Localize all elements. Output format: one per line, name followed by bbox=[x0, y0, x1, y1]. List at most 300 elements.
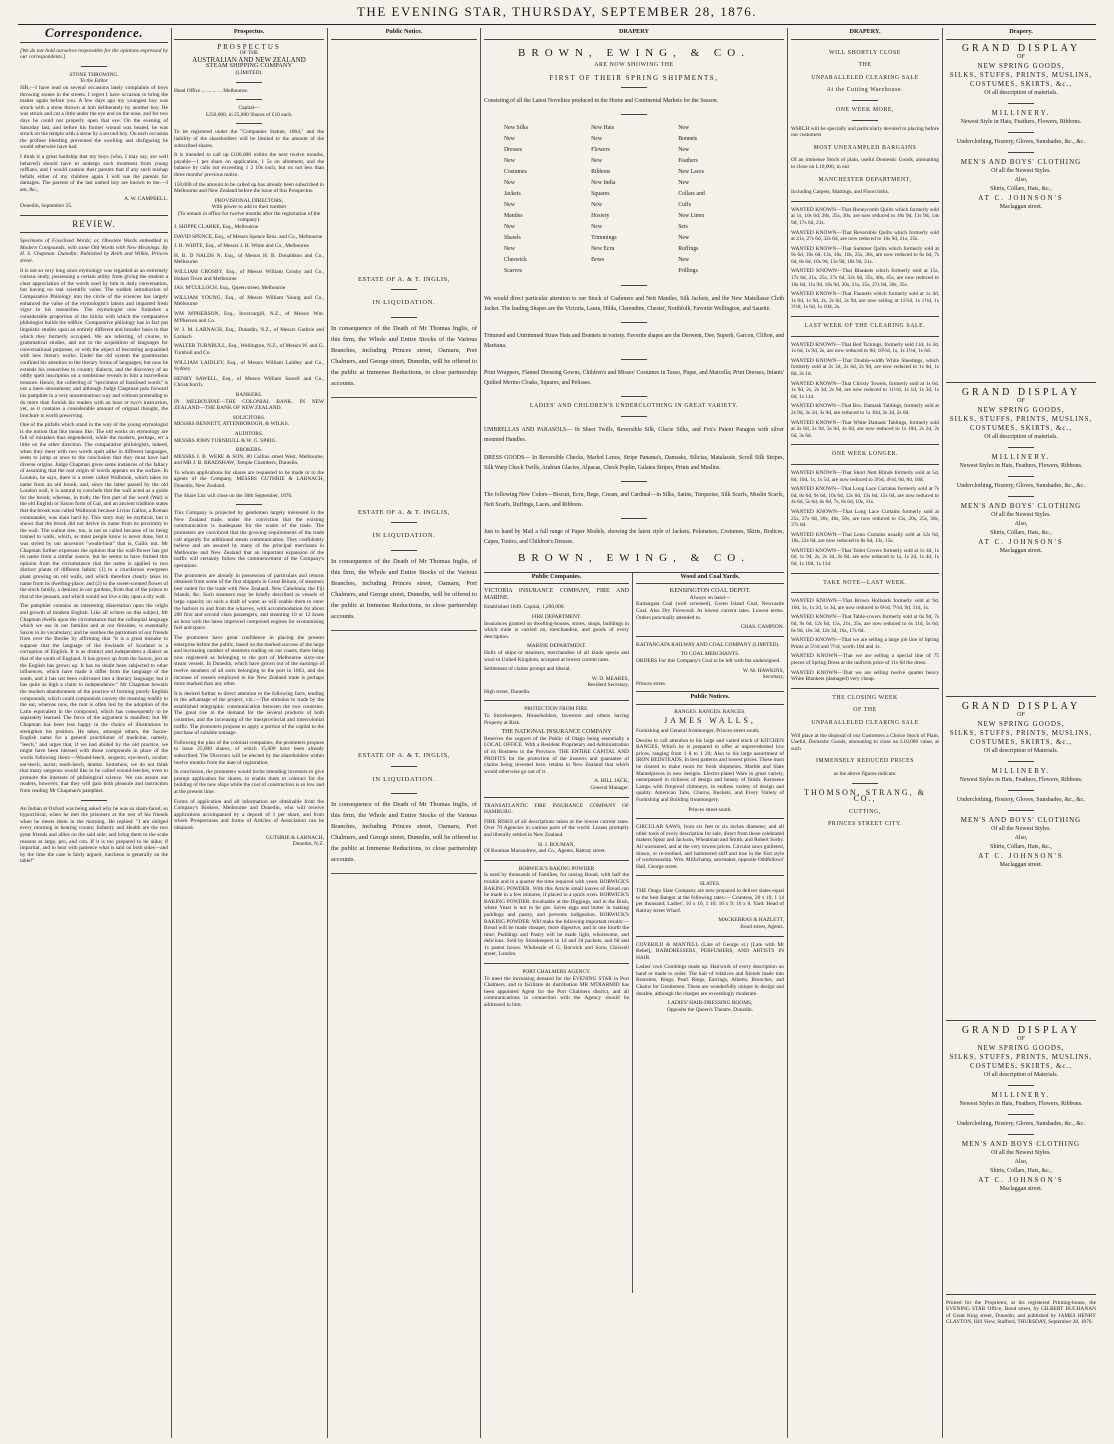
divider bbox=[791, 688, 939, 689]
kaitangata-title: KAITANGATA RAILWAY AND COAL COMPANY (LIMITED). bbox=[636, 641, 780, 648]
items-column bbox=[504, 123, 590, 277]
transatlantic-body: FIRE RISKS of all descriptions taken at the lowest current rates. Over 70 Agencies in various parts of the world. Losses promptly and liberally settled in New Zealand. bbox=[484, 818, 629, 838]
director: JAS. M'CULLOCH, Esq., Queen street, Melbourne bbox=[174, 285, 286, 292]
wanted-known: WANTED KNOWN—That Long Lace Curtains formerly sold at 7s 6d, 8s 6d, 9s 6d, 10s 6d, 12s 6d, 13s 6d, 15s 6d, are now reduced to 4s 6d, 5s 6d, 6s 6d, 7s, 8s 6d, 10s, 11s. bbox=[791, 486, 939, 506]
kaitangata-sign: W. M. HAWKINS, bbox=[742, 667, 784, 674]
prospectus-header: Prospectus. bbox=[174, 28, 324, 40]
item: New Trimmings bbox=[591, 224, 617, 242]
prospectus-body: In conclusion, the promoters would invite intending investors to give prompt application for shares, to enable them to contract for the building of the new ships while the cost of construction is so low and at the present time. bbox=[174, 769, 324, 795]
maclaggan: Maclaggan street. bbox=[999, 1185, 1043, 1192]
firm-name: THOMSON, STRANG, & CO., bbox=[804, 787, 926, 804]
item: New India Squares bbox=[591, 180, 616, 198]
divider bbox=[621, 481, 647, 482]
item: New Silks bbox=[504, 125, 528, 132]
coal-merchants: TO COAL MERCHANTS. bbox=[680, 651, 740, 658]
the: THE bbox=[858, 62, 872, 69]
mens-clothing: MEN'S AND BOYS' CLOTHING bbox=[960, 815, 1082, 824]
agent-role: Resident Secretary, bbox=[587, 682, 629, 689]
divider bbox=[484, 860, 629, 861]
johnson: AT C. JOHNSON'S bbox=[978, 851, 1064, 860]
firm-cutting: CUTTING, bbox=[849, 808, 881, 815]
millinery: MILLINERY. bbox=[991, 452, 1051, 461]
review-heading: REVIEW. bbox=[72, 218, 116, 229]
prospectus-paragraph: 150,000 of the amount to be called up has already been subscribed in Melbourne and New Zealand before the issue of this Prospectus. bbox=[174, 181, 324, 195]
reduced-prices: IMMENSELY REDUCED PRICES bbox=[816, 758, 914, 765]
disclaimer: [We do not hold ourselves responsible for the opinions expressed by our correspondents.] bbox=[20, 47, 168, 61]
slates-body: THE Otago Slate Company are now prepared to deliver slates equal to the best Bangor at the following rates:— Countess, 20 x 10, 1 14 per thousand; Ladies', 16 x 10, 1 10; 16 x 9; 16 x 8. Yard: Head of Rattray street Wharf. bbox=[636, 887, 784, 914]
new-items-list bbox=[504, 123, 764, 277]
director: WALTER TURNBULL, Esq., Wellington, N.Z., of Messrs W. and G. Turnbull and Co. bbox=[174, 343, 324, 356]
agent-name: A. HILL JACK, bbox=[594, 778, 629, 785]
wanted-known: WANTED KNOWN—That Double-width White Sheetings, which formerly sold at 2s 3d, 2s 6d, 2s 9d, are now reduced to 1s 6d, 1s 8d, 2s 1d. bbox=[791, 357, 939, 377]
which-para: WHICH will be specially and particularly devoted to placing before our customers bbox=[791, 125, 939, 139]
divider bbox=[81, 66, 107, 67]
capital: £250,000, in 25,000 Shares of £10 each. bbox=[205, 111, 293, 118]
divider bbox=[1008, 496, 1034, 497]
kaitangata-role: Secretary, bbox=[762, 674, 784, 681]
divider bbox=[791, 201, 939, 202]
of: OF bbox=[1017, 711, 1025, 718]
divider bbox=[236, 504, 262, 505]
divider bbox=[236, 123, 262, 124]
prospectus-title: (LIMITED). bbox=[235, 69, 263, 76]
review-intro: Specimens of Fossilised Words; or, Obsolete Words embedded in Modern Compounds, with some Old Words with New Meanings. By H. S. Chapman. Dunedin: Published by Reith and Wilkie, Princes street. bbox=[20, 238, 168, 265]
item: New Costumes bbox=[504, 158, 527, 176]
divider bbox=[621, 416, 647, 417]
head-office: Head Office ... ... ... ... Melbourne. bbox=[174, 87, 249, 94]
divider bbox=[852, 783, 878, 784]
divider bbox=[946, 1294, 1096, 1295]
mens-clothing: MEN'S AND BOYS CLOTHING bbox=[961, 1139, 1081, 1148]
divider bbox=[1008, 132, 1034, 133]
divider bbox=[391, 550, 417, 551]
also: Also, bbox=[1014, 1158, 1028, 1165]
divider bbox=[636, 936, 784, 937]
prospectus-signature: GUTHRIE & LARNACH, bbox=[266, 834, 324, 841]
also: Also, bbox=[1014, 834, 1028, 841]
grand-display: GRAND DISPLAY bbox=[961, 1024, 1081, 1036]
estate-title: ESTATE OF A. & T. INGLIS, bbox=[357, 508, 450, 516]
column-rule bbox=[171, 28, 172, 1438]
prospectus-paragraph: To be registered under the "Companies Statute, 1864," and the liability of the shareholders will be limited to the amount of the subscribed shares. bbox=[174, 129, 324, 149]
of: OF bbox=[1017, 1035, 1025, 1042]
drapery-header: DRAPERY bbox=[484, 28, 784, 40]
manchester-dept: MANCHESTER DEPARTMENT, bbox=[818, 176, 912, 183]
lower-subcolumns bbox=[484, 572, 784, 1293]
wanted-known: WANTED KNOWN—That Short Nett Blinds formerly sold at 5d, 8d, 10d, 1s, 1s 5d, are now reduced to 3½d, 4½d, 6d, 8d, 10d. bbox=[791, 469, 939, 483]
directors-sub: With power to add to their number bbox=[211, 204, 287, 211]
protection-sub: To Storekeepers, Householders, Investors and others having Property at Risk. bbox=[484, 713, 629, 726]
divider bbox=[1008, 790, 1034, 791]
johnson: AT C. JOHNSON'S bbox=[978, 193, 1064, 202]
prospectus-title: OF THE bbox=[239, 50, 259, 57]
divider bbox=[852, 100, 878, 101]
shirts: Shirts, Collars, Hats, &c., bbox=[990, 185, 1052, 192]
estate-body: In consequence of the Death of Mr Thomas Inglis, of this firm, the Whole and Entire Stocks of the Various Branches, including Princes street, Oamaru, Port Chalmers, and George street, Dunedin, will be offered to the public at Immense Reductions, to close partnership accounts. bbox=[331, 557, 477, 620]
marine-dept: MARINE DEPARTMENT. bbox=[527, 643, 586, 650]
agent-role: General Manager. bbox=[590, 785, 629, 791]
public-companies-header: Public Companies. bbox=[484, 573, 629, 585]
brokers-heading: BROKERS. bbox=[235, 447, 263, 454]
one-week-longer: ONE WEEK LONGER. bbox=[831, 451, 898, 458]
fire-dept: FIRE DEPARTMENT. bbox=[531, 613, 582, 620]
wood-coal-header: Wood and Coal Yards. bbox=[636, 573, 784, 585]
divider bbox=[20, 215, 168, 216]
drapery2-header: DRAPERY. bbox=[791, 28, 939, 40]
immense-stock: Of an immense Stock of plain, useful Domestic Goods, amounting to close on L10,000, in our bbox=[791, 157, 939, 170]
circular-saws: CIRCULAR SAWS, from six feet to six inches diameter, and all other tools of every description for sale, direct from those celebrated makers Spear and Jackson, Wheatman and Smith, and Robert Sorby. All warranted, and at the very lowest prices. Circular saws guilleted, drawn, or re-toothed, and hammered stiff and true in the first style of workmanship. Wm. Millichamp, sawmaker, opposite Oddfellows' Hall, George street. bbox=[636, 824, 784, 870]
divider bbox=[1008, 1134, 1034, 1135]
solicitors: MESSRS BENNETT, ATTENBOROGH, & WILKS. bbox=[174, 421, 289, 428]
prospectus-body: This Company is projected by gentlemen largely interested in the New Zealand trade, under the conviction that the existing communication is inadequate for the wants of the trade. The promoters are convinced that the growing requirements of the trade call urgently for additional steam communication. They confidently believe and are assured by many of the principal merchants in Melbourne and New Zealand that an important expansion of the traffic will certainly follow the commencement of the Company's operations. bbox=[174, 510, 324, 569]
wanted-known: WANTED KNOWN—That Bed Tickings, formerly sold 11d, 1s 3d, 1s 6d, 1s 9d, 2s, are now reduced to 8d, 10½d, 1s, 1s 1½d, 1s 6d. bbox=[791, 341, 939, 355]
wanted-known: WANTED KNOWN—That we are selling a large job line of Spring Prints at 5½d and 7½d, worth 10d and 1s. bbox=[791, 637, 939, 650]
divider bbox=[236, 99, 262, 100]
slates-sign: MACKERRAS & HAZLETT, bbox=[718, 917, 784, 924]
prospectus-body: Following the plan of the colonial companies, the promoters propose to issue 25,000 shares, of which 15,000 have been already subscribed. The Directors will be elected by the shareholders within twelve months from the date of registration. bbox=[174, 739, 324, 766]
divider bbox=[621, 322, 647, 323]
drapery-clearing-column bbox=[791, 28, 939, 1438]
column-rule bbox=[942, 28, 943, 1438]
item: New Linen Sets bbox=[678, 213, 705, 231]
divider bbox=[621, 396, 647, 397]
item: New Feathers bbox=[678, 147, 698, 165]
review-paragraph: One of the pitfalls which stand in the way of the young etymologist is the notion that like means like. The old works on etymology are full of mistakes thus engendered, while the modern, perhaps, err a little on the other direction. The comparative philologists, indeed, when they meet with two words spelt alike in different languages, seem to jump at once to the conclusion that they must have had diverse origins. Judge Chapman gives some instances of the fallacy of assuming that the real origin of words appears on the surface. In London, he says, there is a street called Walbrook, which takes its name from an old brook, and, since the latter passed by the old London wall, it is natural to conclude that the wall acted as a guide for the brook; whereas, in truth, the first part of the word (Wal) is the old English or Saxon form of Gal, and an ancient tradition states that the brook was called Walbrook because Livius Gallus, a Roman commander, was slain hard by. This story may be mythical, but it shows that the brook did not derive its name from its proximity to the wall. The walnut tree, too, is not so called because of its being trained to walls, which, as most people know is never done, but it was styled by our ancestors "wealh-hnut" that is, Gallic nut. Mr Chapman further expresses the opinion that the wall-flower has got its name from a similar source, but he seems to have formed this opinion from the circumstance that the name is applied to two distinct plants of different habits; (1) to a cruciferous evergreen plant growing on old walls, and which therefore clearly takes its name from its dwelling-place; and (2) to the sweet-scented flower of the stock family, a denizen in our gardens, from that of the prince to that of the peasant, and which would not live a day upon a dry wall. bbox=[20, 422, 168, 600]
liquidation: IN LIQUIDATION. bbox=[372, 532, 436, 540]
divider bbox=[636, 875, 784, 876]
also: Also, bbox=[1014, 520, 1028, 527]
wood-coal-column bbox=[636, 573, 784, 1293]
grand-display: GRAND DISPLAY bbox=[961, 42, 1081, 54]
prospectus-column bbox=[174, 28, 324, 1438]
mens-clothing: MEN'S AND BOYS' CLOTHING bbox=[960, 157, 1082, 166]
divider bbox=[484, 963, 629, 964]
agent-place: High street, Dunedin. bbox=[484, 688, 531, 695]
items-column bbox=[678, 123, 764, 277]
settlement: Settlement of claims prompt and liberal. bbox=[484, 666, 571, 673]
of: OF bbox=[1017, 397, 1025, 404]
dress-goods: DRESS GOODS— In Reversible Checks, Marled Lenos, Stripe Panama's, Damasks, Silicias, Matalassie, Scroll Silk Stripes, Silk Warp Check Twills, Arabian Glacies, Alpacas, Check Poplin, Galatea Stripes, Prints and Muslins. bbox=[484, 454, 784, 471]
divider bbox=[791, 464, 939, 465]
masthead-rule bbox=[18, 24, 1096, 25]
item: New Hats bbox=[591, 125, 615, 132]
always-on-hand: Always on hand— bbox=[689, 594, 731, 601]
item: New Shawls bbox=[504, 224, 521, 242]
divider bbox=[621, 518, 647, 519]
item: New Ecru Bows bbox=[591, 246, 615, 264]
auditors-heading: AUDITORS. bbox=[234, 430, 264, 437]
drapery-main-column bbox=[484, 28, 784, 1438]
estate-notice bbox=[331, 753, 477, 874]
item: New Cheswick Scarves bbox=[504, 246, 527, 275]
share-list: The Share List will close on the 30th September, 1876. bbox=[174, 492, 293, 499]
wanted-known: WANTED KNOWN—That Toilet Covers formerly sold at 1s 4d, 1s 6d, 1s 9d, 2s, 2s 3d, 2s 6d, are now reduced to 1s, 1s 2d, 1s 4d, 1s 6d, 1s 10d, 1s 11d. bbox=[791, 547, 939, 568]
borwick-title: BORWICK'S BAKING POWDER bbox=[518, 865, 595, 872]
estate-body: In consequence of the Death of Mr Thomas Inglis, of this firm, the Whole and Entire Stocks of the Various Branches, including Princes street, Oamaru, Port Chalmers, and George street, Dunedin, will be offered to the public at Immense Reductions, to close partnership accounts. bbox=[331, 324, 477, 387]
public-notice-column bbox=[331, 28, 477, 1438]
public-notices-header: Public Notices. bbox=[636, 691, 784, 705]
director: DAVID SPENCE, Esq., of Messrs Spence Bros. and Co., Melbourne bbox=[174, 233, 323, 240]
coverild-body: Ladies' own Combings made up. Hairwork of every description on hand or made to order. The hair of relatives and friends made into Bracelets, Rings, Pearl Rings, Earrings, Alberts, Brooches, and Chains for Gentlemen. These are wonderfully unique in design and durable, although the charges are exceedingly moderate. bbox=[636, 964, 784, 997]
spring-goods: NEW SPRING GOODS, bbox=[977, 1043, 1065, 1052]
divider bbox=[636, 818, 784, 819]
grand-display-ad bbox=[946, 44, 1096, 374]
cutting-warehouse: At the Cutting Warehouse. bbox=[826, 87, 904, 94]
kaitangata-place: Princes street. bbox=[636, 680, 667, 687]
brokers: MESSRS J. B. WERE & SON, 80 Collins street West, Melbourne, and MR J. B. BRADSHAW, Temple Chambers, Dunedin. bbox=[174, 453, 324, 467]
wanted-known: WANTED KNOWN—That Reversible Quilts which formerly sold at 21s, 27s 6d, 32s 6d, are now reduced to 16s 9d, 21s, 25s. bbox=[791, 229, 939, 243]
wanted-known: WANTED KNOWN—That Leno Curtains usually sold at 12s 6d, 18s, 22s 6d, are now reduced to 8s 6d, 13s, 15s. bbox=[791, 531, 939, 545]
divider bbox=[391, 793, 417, 794]
divider bbox=[621, 359, 647, 360]
spacer bbox=[331, 645, 477, 745]
protection: PROTECTION FROM FIRE. bbox=[524, 706, 589, 713]
wanted-known: WANTED KNOWN—That Bro. Damask Tablings, formerly sold at 2s 9d, 3s 3d, 3s 9d, are reduced to 1s 10d, 2s 3d, 2s 6d. bbox=[791, 403, 939, 416]
underclothing: Underclothing, Hosiery, Gloves, Sunshades, &c., &c. bbox=[956, 1120, 1086, 1127]
director: H. B. D NALDS N, Esq., of Messrs H. B. Donaldson and Co., Melbourne bbox=[174, 252, 324, 266]
divider bbox=[621, 285, 647, 286]
public-companies-column bbox=[484, 573, 629, 1293]
consisting: Consisting of all the Latest Novelties produced in the Home and Continental Markets for the Season. bbox=[484, 98, 719, 105]
wanted-known: WANTED KNOWN—That Christy Towels, formerly sold at 1s 6d, 1s 9d, 2s, 2s 3d, 2s 9d, are now reduced to 11½d, 1s 1d, 1s 3d, 1s 6d, 1s 11d. bbox=[791, 380, 939, 400]
director: HENRY SAWELL, Esq., of Messrs William Sawell and Co., Christchurch. bbox=[174, 375, 324, 389]
as-above: as the above figures indicate. bbox=[833, 770, 897, 777]
divider bbox=[1008, 761, 1034, 762]
letter-body-2: I think it a great hardship that my boys (who, I may say, are well behaved) should have to undergo such treatment from young ruffians, and I would caution their parents that if any such mishap befalls either of my children again I will sue the parents for damages. The parents of the last named boy are known to me.—I am, &c., bbox=[20, 153, 168, 193]
wanted-known: WANTED KNOWN—That Long Lace Curtains formerly sold at 25s, 27s 6d, 30s, 40s, 50s, are now reduced to 15s, 20s, 25s, 30s, 37s 6d. bbox=[791, 508, 939, 529]
divider bbox=[484, 797, 629, 798]
prospectus-body: Forms of application and all information are obtainable from the Company's Brokers, Melbourne and Dunedin, who will receive applications accompanied by a deposit of 1 per share, and from whom Prospectuses and forms of Articles of Association can be obtained. bbox=[174, 798, 324, 831]
coverild-place: Opposite the Queen's Theatre, Dunedin. bbox=[666, 1006, 754, 1013]
take-note: TAKE NOTE—LAST WEEK. bbox=[823, 579, 907, 586]
director: J. H. WHITE, Esq., of Messrs J. H. White and Co., Melbourne bbox=[174, 243, 309, 250]
silks: SILKS, STUFFS, PRINTS, MUSLINS, COSTUMES, SKIRTS, &c., bbox=[949, 414, 1093, 432]
divider bbox=[1008, 152, 1034, 153]
grand-display-ad bbox=[946, 702, 1096, 1012]
borwick-body: Is used by thousands of Families, for raising Bread, with half the trouble and in a quarter the time required with yeast. BORWICK'S BAKING POWDER. With this Article small loaves of Bread can be made in a few minutes, if placed in a quick oven. BORWICK'S BAKING POWDER. Invaluable at the Diggings, and in the Bush, where Yeast is not to be got. Saves eggs and butter in making puddings and pastry, and prevents indigestion. BORWICK'S BAKING POWDER. Will make the following important results:—Bread will be made cheaper, more digestive, and in one fourth the time; Puddings and Pastry will be made light, wholesome, and delicious. Sold by Storekeepers in 1d and 2d packets, and 6d and 1s patent boxes. Wholesale of G. Borwick and Sons, Chiswell street, London. bbox=[484, 872, 629, 958]
item: New Jackets bbox=[504, 180, 521, 198]
all-description: Of all description of Materials. bbox=[983, 1071, 1059, 1078]
prospectus-place: Dunedin, N.Z. bbox=[292, 841, 324, 848]
directors-sub: (To remain in office for twelve months after the registration of the company). bbox=[177, 210, 321, 224]
prospectus-body: The promoters have great confidence in placing the present enterprise before the public, based on the marked success of the large and increasing number of steamers trading on our coasts, there being now registered as belonging to the port of Melbourne sixty-one steam vessels. In Dunedin, which have grown out of the earnings of twelve steamers of all sorts belonging to the port in 1863, and the increase of vessels employed in the New Zealand trade is perhaps more marked than any other. bbox=[174, 634, 324, 688]
divider bbox=[391, 766, 417, 767]
millinery: MILLINERY. bbox=[991, 1090, 1051, 1099]
item: New Hosiery bbox=[591, 202, 610, 220]
divider bbox=[20, 42, 168, 43]
review-paragraph: The pamphlet contains an interesting dissertation upon the origin and growth of modern English. Like all writers on this subject, Mr Chapman dwells upon the circumstance that the colloquial language which we use in our families and at our firesides, is essentially Saxon in its vocabulary; and he soothes the patriotism of our friends from over the Border by affirming that "it is a great mistake to suppose that the language of the lowlands of Scotland is a corruption of English. It is as distinct and independent a dialect as that of the south of England. It has grown up from the Saxon, just as the English has grown up. It has no doubt been subjected to other influences, which have made it differ from the language of the south, and it has not been cultivated into a literary language; but it has quite as high a claim to independence." Mr Chapman bewails the modern abandonment of the practice of forming purely English compounds, which could compounds convey the meaning readily to the ear, whereas now, the root is often lost by the adoption of the Latin equivalent in the compound, which has consequently to be separately learned. The force of the argument is manifest; but Mr Chapman has been less happy in the choice of illustrations to strengthen his position. He takes, amongst others, the Saxon-English name for a general practitioner of medicine, namely, "leech," and urges that, if we had abided by the old practice, we might have been blessed with those compounds in place of the words following them:—Wound-leech, surgeon; eye-leech, oculist; ear-leech, aurist; tooth-leech, dentist. Somehow, we do not think that many surgeons would like to be called wound-leeches, even to promote the interests of philological science. We can assure our readers, however, that they will gain both pleasure and instruction from reading Mr Chapman's pamphlet. bbox=[20, 603, 168, 794]
letter-title: STONE THROWING. bbox=[69, 71, 119, 78]
item: New Dresses bbox=[504, 136, 523, 154]
drapery-paragraph: We would direct particular attention to our Stock of Cashmere and Nett Mantles, Silk Jackets, and the New Matellasse Cloth Jacket. The leading Shapes are the Victoria, Laura, Hilda, Clarendine, Chester, Northfolk, Favorite Wellington, and Sauette. bbox=[484, 296, 784, 313]
grand-display: GRAND DISPLAY bbox=[961, 386, 1081, 398]
firm-place: PRINCES STREET CITY. bbox=[827, 821, 903, 828]
victoria-est: Established 1849. Capital, 1,200,000. bbox=[484, 604, 565, 611]
divider bbox=[636, 636, 784, 637]
bargains: MOST UNEXAMPLED BARGAINS bbox=[813, 144, 917, 151]
maclaggan: Maclaggan street. bbox=[999, 861, 1043, 868]
item: New Frillings bbox=[678, 257, 698, 275]
item: New Laces bbox=[678, 169, 705, 176]
item: New Ruffings bbox=[678, 235, 699, 253]
prospectus-body: The promoters are already in possession of particulars and returns obtained from some of the first shippers in Great Britain, of steamers best suited for the trade with New Zealand. New Caledonia, the Fiji Islands, &c. Such steamers may be briefly described as vessels of large capacity on such a draft of water as will enable them to enter the harbors to and from the wharves, with accommodation for about 200 first and second class passengers, and steaming 10 or 12 knots an hour with the latest improved compound engines for economising fuel and space. bbox=[174, 572, 324, 632]
new-colors: The following New Colors—Biscuit, Ecru, Bege, Cream, and Cardinal—in Silks, Satins, Turquoise, Silk Scarfs, Muslin Scarfs, Nett Scarfs, Ruffings, Laces, and Ribbons. bbox=[484, 491, 784, 508]
director: J. SHIPPE CLARKE, Esq., Melbourne bbox=[174, 224, 259, 231]
divider bbox=[484, 700, 629, 701]
divider bbox=[391, 289, 417, 290]
apply: To whom applications for shares are requested to be made or to the agents of the Company, MESSRS GUTHRIE & LARNACH, Dunedin, New Zealand. bbox=[174, 469, 324, 490]
printer-imprint: Printed for the Proprietor, at his registered Printing-house, the EVENING STAR Office, Bond street, by GILBERT BUCHANAN of Great King street, Dunedin, and published by JAMES HENRY CLAYTON, Hill View, Stafford, THURSDAY, September 28, 1876. bbox=[946, 1299, 1096, 1326]
item: New Mantles bbox=[504, 202, 523, 220]
maclaggan: Maclaggan street. bbox=[999, 203, 1043, 210]
grand-display-ad bbox=[946, 1026, 1096, 1286]
mens-sub: Of all the Newest Styles. bbox=[991, 167, 1051, 174]
coverild-sign: LADIES' HAIR-DRESSING ROOMS, bbox=[667, 1000, 753, 1007]
also: Also, bbox=[1014, 176, 1028, 183]
prospectus-paragraph: It is intended to call up £100,000 within the next twelve months, payable—1 per share on application, 1 5s on allotment, and the balance by calls not exceeding 1 2 10s each, but on not less than three months' previous notice. bbox=[174, 152, 324, 178]
divider bbox=[791, 573, 939, 574]
port-agency-title: PORT CHALMERS AGENCY. bbox=[522, 969, 591, 976]
newest-styles: Newest Styles in Hats, Feathers, Flowers, Ribbons. bbox=[959, 776, 1083, 783]
director: WILLIAM YOUNG, Esq., of Messrs William Young and Co., Melbourne bbox=[174, 294, 324, 308]
fire-body: Insurances granted on dwelling-houses, stores, shops, buildings in which trade is carried on, merchandise, and goods of every description. bbox=[484, 620, 629, 640]
wanted-known: WANTED KNOWN—That Table-covers formerly sold at 6s 9d, 7s 6d, 9s 6d, 12s 6d, 15s, 21s, 25s, are now reduced to 4s 11d, 5s 6d, 6s 9d, 10s 3d, 12s 3d, 16s, 17s 6d. bbox=[791, 614, 939, 634]
wanted-known: WANTED KNOWN—That Blankets which formerly sold at 15s, 17s 6d, 21s, 25s, 27s 6d, 32s 6d, 35s, 40s, 45s, are now reduced to 10s 6d, 11s 9d, 16s 9d, 20s, 21s, 25s, 27s 6d, 30s, 35s. bbox=[791, 268, 939, 288]
spring-goods: NEW SPRING GOODS, bbox=[977, 405, 1065, 414]
correspondence-heading: Correspondence. bbox=[44, 28, 144, 40]
walls-place: Princes street south. bbox=[688, 806, 732, 813]
paper-models: Just to hand by Mail a full range of Paper Models, showing the latest style of Jackets, Polonaises, Costumes, Skirts, Bodices, Capes, Tunics, and Children's Dresses. bbox=[484, 528, 784, 545]
last-week: LAST WEEK OF THE CLEARING SALE. bbox=[804, 323, 926, 330]
spring-goods: NEW SPRING GOODS, bbox=[977, 719, 1065, 728]
firm-name: BROWN, EWING, & CO. bbox=[518, 46, 750, 59]
underclothing: Underclothing, Hosiery, Gloves, Sunshades, &c., &c. bbox=[956, 796, 1086, 803]
will-place: Will place at the disposal of our Customers a Choice Stock of Plain, Useful, Domestic Goods, amounting to close on L10,000 value, at such bbox=[791, 732, 939, 752]
estate-notice bbox=[331, 277, 477, 398]
column-rule bbox=[787, 28, 788, 1438]
director: WILLIAM CROSBY, Esq., of Messrs William Crosby and Co., Hobart Town and Melbourne bbox=[174, 269, 324, 282]
first-shipments: FIRST OF THEIR SPRING SHIPMENTS, bbox=[549, 73, 719, 82]
silks: SILKS, STUFFS, PRINTS, MUSLINS, COSTUMES, SKIRTS, &c., bbox=[949, 728, 1093, 746]
one-week-more: ONE WEEK MORE, bbox=[835, 106, 895, 113]
item: New Collars and Cuffs bbox=[678, 180, 705, 209]
divider bbox=[20, 232, 168, 233]
orders: ORDERS For this Company's Coal to be left with the undersigned. bbox=[636, 657, 781, 664]
items-column bbox=[591, 123, 677, 277]
prospectus-title: PROSPECTUS bbox=[217, 42, 281, 51]
wanted-known: WANTED KNOWN—That Summer Quilts which formerly sold at 9s 6d, 10s 6d, 13s, 16s, 18s, 25s, 30s, are now reduced to 6s 6d, 7s 6d, 8s 6d, 10s 9d, 13s 9d, 18s 9d, 21s. bbox=[791, 245, 939, 265]
showing: ARE NOW SHOWING THE bbox=[594, 62, 674, 69]
clearing-sale: UNPARALLELED CLEARING SALE bbox=[811, 719, 919, 726]
mens-sub: Of all the Newest Styles. bbox=[991, 825, 1051, 832]
divider bbox=[791, 444, 939, 445]
wanted-known: WANTED KNOWN—That Flannels which formerly sold at 1s 4d, 1s 6d, 1s 9d, 2s, 2s 6d, 2s 9d, are now selling at 11½d, 1s 1½d, 1s 3½d, 1s 6d, 1s 10d, 2s. bbox=[791, 291, 939, 311]
director: W. J. M. LARNACH, Esq., Dunedin, N.Z., of Messrs Guthrie and Larnach bbox=[174, 327, 324, 340]
public-notice-header: Public Notice. bbox=[331, 28, 477, 40]
newest-styles: Newest Styles in Hats, Feathers, Flowers, Ribbons. bbox=[959, 462, 1083, 469]
silks: SILKS, STUFFS, PRINTS, MUSLINS, COSTUMES, SKIRTS, &c., bbox=[949, 1052, 1093, 1070]
divider bbox=[1008, 103, 1034, 104]
divider bbox=[791, 316, 939, 317]
underclothing: Underclothing, Hosiery, Gloves, Sunshades, &c., &c. bbox=[956, 138, 1086, 145]
shirts: Shirts, Collars, Hats, &c., bbox=[990, 529, 1052, 536]
wanted-known: WANTED KNOWN—That we are selling twelve quarter heavy White Blankets (damaged) very cheap. bbox=[791, 669, 939, 683]
estate-title: ESTATE OF A. & T. INGLIS, bbox=[357, 275, 450, 283]
mens-sub: Of all the Newest Styles. bbox=[991, 1149, 1051, 1156]
coal-list: Kaitangata Coal (well screened), Green Island Coal, Newcastle Coal, Also Dry Firewood. At lowest current rates. Lowest terms. Orders punctually attended to. bbox=[636, 601, 784, 621]
drapery-display-column bbox=[946, 28, 1096, 1438]
auditors: MESSRS JOHN TURNBULL & W. G. SPRIG. bbox=[174, 437, 277, 444]
divider bbox=[791, 336, 939, 337]
slates-place: Bond street, Agents. bbox=[740, 923, 784, 930]
liquidation: IN LIQUIDATION. bbox=[372, 775, 436, 783]
correspondence-column bbox=[20, 28, 168, 1438]
directors-heading: PROVISIONAL DIRECTORS, bbox=[214, 197, 284, 204]
walls-body: Desires to call attention to his large and varied stock of KITCHEN RANGES, Which he is prepared to offer at unprecedented low prices, ranging from 1 8 to 1 20; Also to his large assortment of IRON BEDSTEADS, In best patterns and lowest prices. These must be cleared to make room for fresh shipments. Marble and Slate Mantelpieces in new designs. Electro-plated Ware in great variety, unsurpassed in richness of design and beauty of finish. Kerosene Lamps with fireproof chimneys, in endless variety of design and quality. American Tubs, Churns, Buckets, and Every Variety of Furnishing and Building Ironmongery. bbox=[636, 737, 784, 803]
item: New Flowers bbox=[591, 136, 610, 154]
item: New Ribbons bbox=[591, 158, 611, 176]
newest-styles: Newest Style in Hats, Feathers, Flowers, Ribbons. bbox=[960, 118, 1082, 125]
estate-title: ESTATE OF A. & T. INGLIS, bbox=[357, 751, 450, 759]
johnson: AT C. JOHNSON'S bbox=[978, 1175, 1064, 1184]
prospectus-title: STEAM SHIPPING COMPANY bbox=[205, 62, 293, 70]
national-title: THE NATIONAL INSURANCE COMPANY bbox=[501, 729, 612, 736]
of-the: OF THE bbox=[853, 707, 877, 714]
divider bbox=[81, 800, 107, 801]
masthead: THE EVENING STAR, THURSDAY, SEPTEMBER 28, 1876. bbox=[356, 4, 758, 19]
ranges-title: RANGES. RANGES. RANGES. bbox=[674, 708, 746, 715]
divider bbox=[1008, 447, 1034, 448]
divider bbox=[391, 317, 417, 318]
column-rule bbox=[327, 28, 328, 1438]
grand-display: GRAND DISPLAY bbox=[961, 700, 1081, 712]
divider bbox=[621, 114, 647, 115]
shirts: Shirts, Collars, Hats, &c., bbox=[990, 1167, 1052, 1174]
national-body: Reserves the support of the Public of Otago being essentially a LOCAL OFFICE. With a Resident Proprietary and Administration of its Business in the Province. THE ENTIRE CAPITAL AND PROFITS for the protection of the insurers and guarantee of claims being invested here, retains in New Zealand that which would otherwise go out of it. bbox=[484, 735, 629, 775]
agent-role: Of Bouman Macandrew, and Co., Agents, Rattray street. bbox=[484, 848, 606, 855]
ladies-underclothing: LADIES' AND CHILDREN'S UNDERCLOTHING IN GREAT VARIETY. bbox=[529, 403, 739, 410]
letter-signature: A. W. CAMPBELL. bbox=[124, 196, 168, 203]
divider bbox=[791, 592, 939, 593]
silks: SILKS, STUFFS, PRINTS, MUSLINS, COSTUMES, SKIRTS, &c., bbox=[949, 70, 1093, 88]
divider bbox=[391, 522, 417, 523]
estate-notice bbox=[331, 510, 477, 631]
shortly-close: WILL SHORTLY CLOSE bbox=[829, 49, 901, 56]
letter-to: To the Editor bbox=[79, 78, 109, 85]
letter-place: Dunedin, September 25. bbox=[20, 203, 73, 210]
marine-body: Hulls of ships or steamers, merchandise of all kinds specie and wool to United Kingdom, accepted at lowest current rates. bbox=[484, 649, 629, 663]
wanted-known: WANTED KNOWN—That White Damask Tablings, formerly sold at 2s 6d, 2s 9d, 3s 6d, 4s 6d, are now reduced to 1s 10d, 2s 2d, 2s 6d, 3s 6d. bbox=[791, 419, 939, 439]
directors-list bbox=[174, 224, 324, 389]
millinery: MILLINERY. bbox=[991, 108, 1051, 117]
agent-name: W. D. MEARES, bbox=[591, 675, 629, 682]
shirts: Shirts, Collars, Hats, &c., bbox=[990, 843, 1052, 850]
column-rule bbox=[632, 573, 633, 1293]
mens-sub: Of all the Newest Styles. bbox=[991, 511, 1051, 518]
walls-name: JAMES WALLS, bbox=[664, 716, 756, 726]
mens-clothing: MEN'S AND BOYS' CLOTHING bbox=[960, 501, 1082, 510]
letter-body: SIR,—I have read on several occasions lately complaints of boys throwing stones in the streets. I regret I have occasion to bring the matter again before you. A few days ago my youngest boy was struck with a stone thrown at him deliberately by another boy. He was struck and cut a little under the eye and on the nose, and for two days he could not properly open that eye. On the evening of Saturday last, and before his former wound was healed, he was struck on the temple with a stone by a second boy. On each occasion the profuse bleeding prevented the swelling and disfiguring he would otherwise have had. bbox=[20, 84, 168, 151]
all-description: Of all description of materials. bbox=[984, 433, 1058, 440]
capital-label: Capital— bbox=[238, 105, 260, 112]
bankers: IN MELBOURNE—THE COLONIAL BANK. IN NEW ZEALAND—THE BANK OF NEW ZEALAND. bbox=[174, 398, 324, 412]
divider bbox=[1008, 1085, 1034, 1086]
divider bbox=[946, 382, 1096, 383]
newest-styles: Newest Styles in Hats, Feathers, Flowers, Ribbons. bbox=[959, 1100, 1083, 1107]
bankers-heading: BANKERS. bbox=[235, 391, 263, 398]
divider bbox=[946, 696, 1096, 697]
underclothing: Underclothing, Hosiery, Gloves, Sunshades, &c., &c. bbox=[956, 482, 1086, 489]
